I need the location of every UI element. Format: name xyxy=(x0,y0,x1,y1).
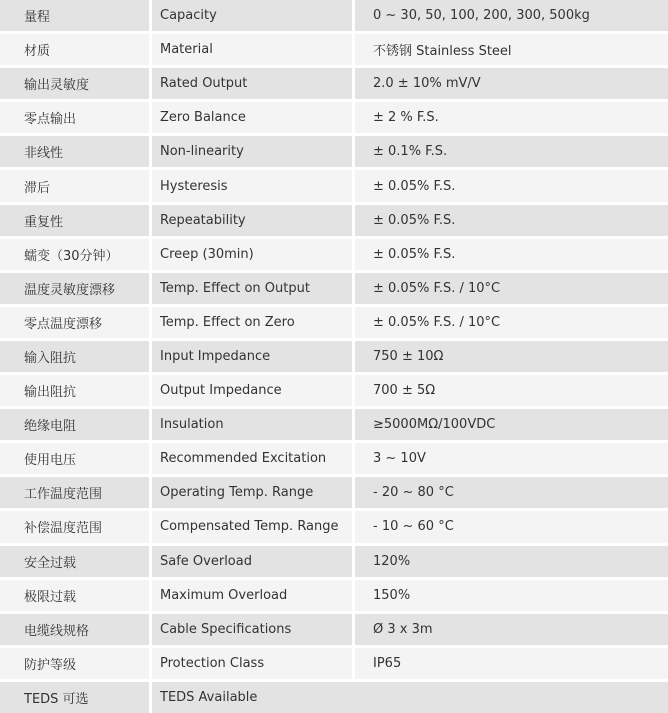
spec-value: 0 ~ 30, 50, 100, 200, 300, 500kg xyxy=(355,0,668,31)
spec-row xyxy=(0,511,668,542)
spec-row xyxy=(0,205,668,236)
spec-row xyxy=(0,307,668,338)
spec-label-cn: 滞后 xyxy=(0,170,149,201)
spec-value: 750 ± 10Ω xyxy=(355,341,668,372)
spec-value: ± 0.05% F.S. xyxy=(355,239,668,270)
spec-label-en: Creep (30min) xyxy=(152,239,352,270)
spec-label-cn: 极限过载 xyxy=(0,580,149,611)
spec-row xyxy=(0,239,668,270)
spec-label-cn: 量程 xyxy=(0,0,149,31)
spec-value: ± 0.05% F.S. / 10°C xyxy=(355,273,668,304)
spec-row xyxy=(0,580,668,611)
spec-label-en: Compensated Temp. Range xyxy=(152,511,352,542)
spec-label-en: Recommended Excitation xyxy=(152,443,352,474)
spec-label-en: Output Impedance xyxy=(152,375,352,406)
spec-label-cn: 材质 xyxy=(0,34,149,65)
spec-row xyxy=(0,477,668,508)
spec-row xyxy=(0,614,668,645)
spec-label-cn: 蠕变（30分钟） xyxy=(0,239,149,270)
spec-label-cn: 输出阻抗 xyxy=(0,375,149,406)
spec-label-cn: 防护等级 xyxy=(0,648,149,679)
spec-label-cn: 零点温度漂移 xyxy=(0,307,149,338)
spec-row xyxy=(0,34,668,65)
spec-label-en: Repeatability xyxy=(152,205,352,236)
spec-label-cn: 温度灵敏度漂移 xyxy=(0,273,149,304)
spec-value: IP65 xyxy=(355,648,668,679)
spec-row xyxy=(0,648,668,679)
spec-value: ± 2 % F.S. xyxy=(355,102,668,133)
spec-label-cn: 非线性 xyxy=(0,136,149,167)
spec-value: - 10 ~ 60 °C xyxy=(355,511,668,542)
spec-row xyxy=(0,102,668,133)
spec-label-cn: TEDS 可选 xyxy=(0,682,149,713)
spec-label-en: Safe Overload xyxy=(152,546,352,577)
spec-label-en: Zero Balance xyxy=(152,102,352,133)
spec-label-en: Temp. Effect on Zero xyxy=(152,307,352,338)
spec-value: 不锈钢 Stainless Steel xyxy=(355,34,668,65)
spec-value: 150% xyxy=(355,580,668,611)
spec-label-cn: 绝缘电阻 xyxy=(0,409,149,440)
spec-label-cn: 电缆线规格 xyxy=(0,614,149,645)
spec-label-cn: 安全过载 xyxy=(0,546,149,577)
spec-label-en: Temp. Effect on Output xyxy=(152,273,352,304)
spec-value: 700 ± 5Ω xyxy=(355,375,668,406)
spec-label-en: Hysteresis xyxy=(152,170,352,201)
spec-label-en: TEDS Available xyxy=(152,682,668,713)
spec-label-cn: 输出灵敏度 xyxy=(0,68,149,99)
spec-value: 120% xyxy=(355,546,668,577)
spec-value: 2.0 ± 10% mV/V xyxy=(355,68,668,99)
spec-label-en: Material xyxy=(152,34,352,65)
spec-label-en: Non-linearity xyxy=(152,136,352,167)
spec-row xyxy=(0,136,668,167)
spec-label-cn: 输入阻抗 xyxy=(0,341,149,372)
spec-value: ± 0.05% F.S. xyxy=(355,205,668,236)
spec-label-en: Input Impedance xyxy=(152,341,352,372)
spec-row xyxy=(0,443,668,474)
spec-row-teds xyxy=(0,682,668,713)
spec-label-en: Protection Class xyxy=(152,648,352,679)
spec-label-cn: 使用电压 xyxy=(0,443,149,474)
spec-row xyxy=(0,170,668,201)
spec-value: - 20 ~ 80 °C xyxy=(355,477,668,508)
spec-row xyxy=(0,68,668,99)
spec-label-en: Insulation xyxy=(152,409,352,440)
spec-label-en: Maximum Overload xyxy=(152,580,352,611)
spec-value: ± 0.05% F.S. / 10°C xyxy=(355,307,668,338)
spec-label-en: Operating Temp. Range xyxy=(152,477,352,508)
spec-value: ≥5000MΩ/100VDC xyxy=(355,409,668,440)
spec-value: Ø 3 x 3m xyxy=(355,614,668,645)
spec-label-en: Rated Output xyxy=(152,68,352,99)
spec-label-cn: 零点输出 xyxy=(0,102,149,133)
spec-row xyxy=(0,341,668,372)
spec-row xyxy=(0,409,668,440)
spec-label-cn: 工作温度范围 xyxy=(0,477,149,508)
spec-row xyxy=(0,375,668,406)
spec-row xyxy=(0,0,668,31)
spec-row xyxy=(0,273,668,304)
spec-label-cn: 重复性 xyxy=(0,205,149,236)
spec-label-en: Cable Specifications xyxy=(152,614,352,645)
spec-label-en: Capacity xyxy=(152,0,352,31)
spec-value: 3 ~ 10V xyxy=(355,443,668,474)
spec-value: ± 0.1% F.S. xyxy=(355,136,668,167)
spec-row xyxy=(0,546,668,577)
spec-value: ± 0.05% F.S. xyxy=(355,170,668,201)
spec-label-cn: 补偿温度范围 xyxy=(0,511,149,542)
